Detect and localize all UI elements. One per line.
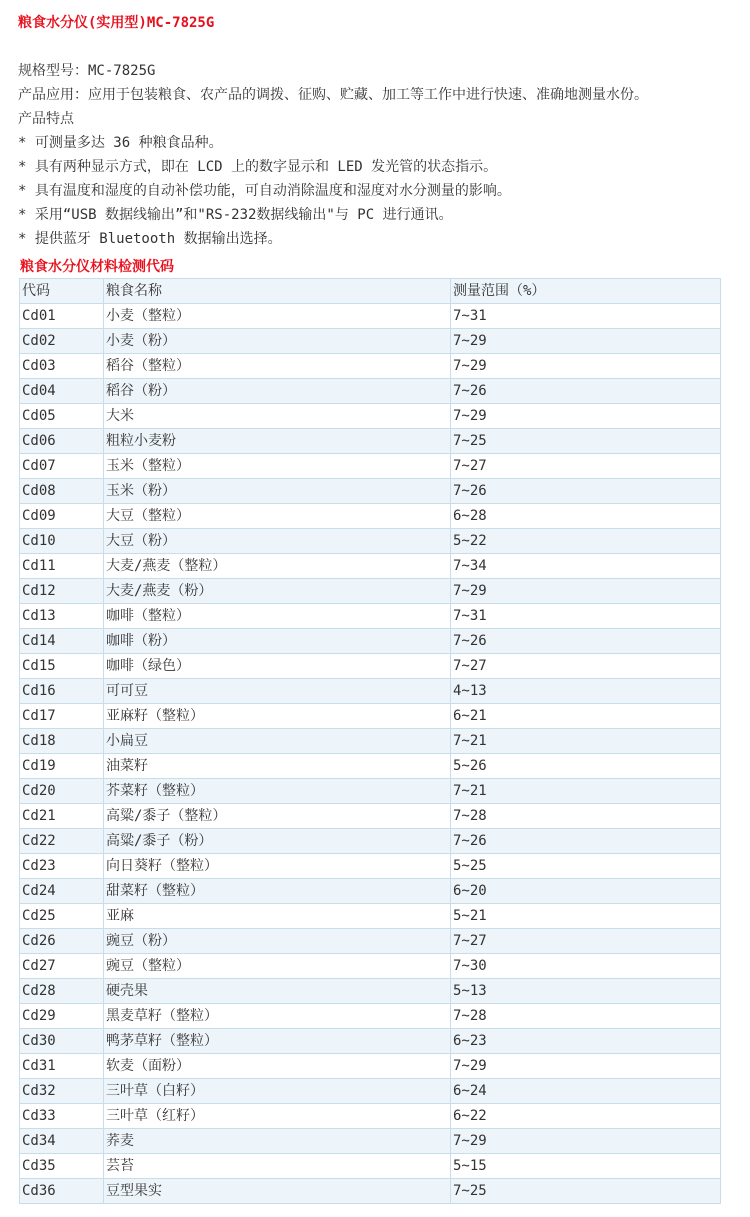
cell-grain-name: 小麦（粉） xyxy=(104,329,451,354)
cell-range: 7~27 xyxy=(451,654,721,679)
feature-item: * 具有温度和湿度的自动补偿功能，可自动消除温度和湿度对水分测量的影响。 xyxy=(18,183,511,199)
cell-code: Cd13 xyxy=(20,604,104,629)
cell-grain-name: 黑麦草籽（整粒） xyxy=(104,1004,451,1029)
header-grain-name: 粮食名称 xyxy=(104,279,451,304)
cell-grain-name: 三叶草（红籽） xyxy=(104,1104,451,1129)
cell-code: Cd07 xyxy=(20,454,104,479)
cell-code: Cd15 xyxy=(20,654,104,679)
cell-code: Cd10 xyxy=(20,529,104,554)
cell-code: Cd08 xyxy=(20,479,104,504)
cell-grain-name: 豌豆（粉） xyxy=(104,929,451,954)
table-row xyxy=(20,704,721,729)
cell-code: Cd04 xyxy=(20,379,104,404)
cell-grain-name: 稻谷（粉） xyxy=(104,379,451,404)
table-row xyxy=(20,604,721,629)
spec-model: 规格型号：MC-7825G xyxy=(18,63,156,79)
cell-code: Cd05 xyxy=(20,404,104,429)
cell-grain-name: 油菜籽 xyxy=(104,754,451,779)
cell-code: Cd24 xyxy=(20,879,104,904)
cell-range: 7~26 xyxy=(451,479,721,504)
spec-application: 产品应用：应用于包装粮食、农产品的调拨、征购、贮藏、加工等工作中进行快速、准确地测量水份。 xyxy=(18,87,648,103)
cell-grain-name: 豌豆（整粒） xyxy=(104,954,451,979)
cell-range: 6~28 xyxy=(451,504,721,529)
cell-grain-name: 高粱/黍子（整粒） xyxy=(104,804,451,829)
cell-code: Cd35 xyxy=(20,1154,104,1179)
table-row xyxy=(20,654,721,679)
cell-grain-name: 咖啡（整粒） xyxy=(104,604,451,629)
cell-grain-name: 鸭茅草籽（整粒） xyxy=(104,1029,451,1054)
cell-range: 7~29 xyxy=(451,1054,721,1079)
cell-range: 6~23 xyxy=(451,1029,721,1054)
cell-grain-name: 硬壳果 xyxy=(104,979,451,1004)
cell-grain-name: 可可豆 xyxy=(104,679,451,704)
cell-code: Cd03 xyxy=(20,354,104,379)
material-code-table xyxy=(19,278,721,1204)
cell-grain-name: 小扁豆 xyxy=(104,729,451,754)
cell-range: 6~20 xyxy=(451,879,721,904)
cell-grain-name: 大米 xyxy=(104,404,451,429)
table-row xyxy=(20,1004,721,1029)
cell-code: Cd20 xyxy=(20,779,104,804)
cell-range: 5~26 xyxy=(451,754,721,779)
table-row xyxy=(20,679,721,704)
cell-grain-name: 玉米（整粒） xyxy=(104,454,451,479)
cell-code: Cd19 xyxy=(20,754,104,779)
table-row xyxy=(20,1029,721,1054)
cell-code: Cd27 xyxy=(20,954,104,979)
cell-range: 6~24 xyxy=(451,1079,721,1104)
cell-grain-name: 大豆（粉） xyxy=(104,529,451,554)
cell-grain-name: 咖啡（绿色） xyxy=(104,654,451,679)
cell-code: Cd28 xyxy=(20,979,104,1004)
cell-range: 5~13 xyxy=(451,979,721,1004)
cell-range: 7~31 xyxy=(451,604,721,629)
table-row xyxy=(20,1104,721,1129)
cell-range: 4~13 xyxy=(451,679,721,704)
cell-range: 6~22 xyxy=(451,1104,721,1129)
cell-grain-name: 玉米（粉） xyxy=(104,479,451,504)
cell-range: 7~26 xyxy=(451,629,721,654)
features-heading: 产品特点 xyxy=(18,111,74,127)
cell-code: Cd22 xyxy=(20,829,104,854)
feature-item: * 可测量多达 36 种粮食品种。 xyxy=(18,135,223,151)
cell-range: 7~29 xyxy=(451,1129,721,1154)
cell-code: Cd25 xyxy=(20,904,104,929)
cell-grain-name: 高粱/黍子（粉） xyxy=(104,829,451,854)
table-row xyxy=(20,729,721,754)
table-row xyxy=(20,929,721,954)
cell-range: 5~22 xyxy=(451,529,721,554)
table-row xyxy=(20,454,721,479)
cell-range: 7~29 xyxy=(451,329,721,354)
cell-code: Cd12 xyxy=(20,579,104,604)
cell-range: 7~34 xyxy=(451,554,721,579)
table-row xyxy=(20,879,721,904)
cell-range: 7~25 xyxy=(451,429,721,454)
cell-range: 7~21 xyxy=(451,729,721,754)
cell-range: 7~29 xyxy=(451,404,721,429)
cell-code: Cd29 xyxy=(20,1004,104,1029)
cell-code: Cd06 xyxy=(20,429,104,454)
cell-grain-name: 芥菜籽（整粒） xyxy=(104,779,451,804)
cell-code: Cd32 xyxy=(20,1079,104,1104)
cell-range: 7~28 xyxy=(451,1004,721,1029)
cell-code: Cd21 xyxy=(20,804,104,829)
cell-range: 7~27 xyxy=(451,929,721,954)
cell-grain-name: 三叶草（白籽） xyxy=(104,1079,451,1104)
cell-range: 7~29 xyxy=(451,354,721,379)
cell-range: 7~26 xyxy=(451,379,721,404)
table-row xyxy=(20,979,721,1004)
cell-grain-name: 亚麻籽（整粒） xyxy=(104,704,451,729)
cell-range: 7~31 xyxy=(451,304,721,329)
cell-range: 7~28 xyxy=(451,804,721,829)
feature-item: * 具有两种显示方式，即在 LCD 上的数字显示和 LED 发光管的状态指示。 xyxy=(18,159,498,175)
cell-grain-name: 粗粒小麦粉 xyxy=(104,429,451,454)
cell-code: Cd02 xyxy=(20,329,104,354)
cell-code: Cd18 xyxy=(20,729,104,754)
table-row xyxy=(20,904,721,929)
table-row xyxy=(20,379,721,404)
table-header-row xyxy=(20,279,721,304)
table-row xyxy=(20,579,721,604)
cell-grain-name: 向日葵籽（整粒） xyxy=(104,854,451,879)
cell-grain-name: 荞麦 xyxy=(104,1129,451,1154)
cell-grain-name: 芸苔 xyxy=(104,1154,451,1179)
page-title: 粮食水分仪(实用型)MC-7825G xyxy=(18,15,215,31)
feature-item: * 采用“USB 数据线输出”和"RS-232数据线输出"与 PC 进行通讯。 xyxy=(18,207,453,223)
table-row xyxy=(20,1154,721,1179)
cell-range: 7~29 xyxy=(451,579,721,604)
cell-code: Cd36 xyxy=(20,1179,104,1204)
table-row xyxy=(20,1079,721,1104)
table-row xyxy=(20,629,721,654)
cell-grain-name: 甜菜籽（整粒） xyxy=(104,879,451,904)
cell-code: Cd34 xyxy=(20,1129,104,1154)
table-row xyxy=(20,354,721,379)
spec-section xyxy=(18,59,743,251)
table-row xyxy=(20,779,721,804)
cell-code: Cd23 xyxy=(20,854,104,879)
cell-range: 7~21 xyxy=(451,779,721,804)
table-row xyxy=(20,429,721,454)
cell-range: 7~25 xyxy=(451,1179,721,1204)
cell-code: Cd01 xyxy=(20,304,104,329)
cell-range: 7~30 xyxy=(451,954,721,979)
table-row xyxy=(20,404,721,429)
cell-code: Cd30 xyxy=(20,1029,104,1054)
cell-grain-name: 大豆（整粒） xyxy=(104,504,451,529)
cell-grain-name: 软麦（面粉） xyxy=(104,1054,451,1079)
cell-code: Cd11 xyxy=(20,554,104,579)
table-row xyxy=(20,829,721,854)
cell-code: Cd16 xyxy=(20,679,104,704)
header-code: 代码 xyxy=(20,279,104,304)
table-row xyxy=(20,1179,721,1204)
cell-code: Cd09 xyxy=(20,504,104,529)
cell-grain-name: 豆型果实 xyxy=(104,1179,451,1204)
table-title: 粮食水分仪材料检测代码 xyxy=(20,259,174,275)
cell-code: Cd17 xyxy=(20,704,104,729)
header-range: 测量范围（%） xyxy=(451,279,721,304)
cell-grain-name: 亚麻 xyxy=(104,904,451,929)
cell-code: Cd33 xyxy=(20,1104,104,1129)
table-row xyxy=(20,1054,721,1079)
cell-range: 7~27 xyxy=(451,454,721,479)
cell-grain-name: 稻谷（整粒） xyxy=(104,354,451,379)
cell-grain-name: 大麦/燕麦（整粒） xyxy=(104,554,451,579)
cell-range: 7~26 xyxy=(451,829,721,854)
table-row xyxy=(20,504,721,529)
cell-range: 5~21 xyxy=(451,904,721,929)
table-row xyxy=(20,854,721,879)
cell-grain-name: 小麦（整粒） xyxy=(104,304,451,329)
table-row xyxy=(20,954,721,979)
table-row xyxy=(20,329,721,354)
cell-range: 6~21 xyxy=(451,704,721,729)
cell-range: 5~25 xyxy=(451,854,721,879)
cell-code: Cd26 xyxy=(20,929,104,954)
cell-code: Cd14 xyxy=(20,629,104,654)
cell-code: Cd31 xyxy=(20,1054,104,1079)
table-row xyxy=(20,804,721,829)
table-row xyxy=(20,529,721,554)
table-row xyxy=(20,554,721,579)
table-row xyxy=(20,304,721,329)
cell-grain-name: 咖啡（粉） xyxy=(104,629,451,654)
table-row xyxy=(20,1129,721,1154)
cell-range: 5~15 xyxy=(451,1154,721,1179)
cell-grain-name: 大麦/燕麦（粉） xyxy=(104,579,451,604)
feature-item: * 提供蓝牙 Bluetooth 数据输出选择。 xyxy=(18,231,282,247)
table-row xyxy=(20,754,721,779)
table-row xyxy=(20,479,721,504)
